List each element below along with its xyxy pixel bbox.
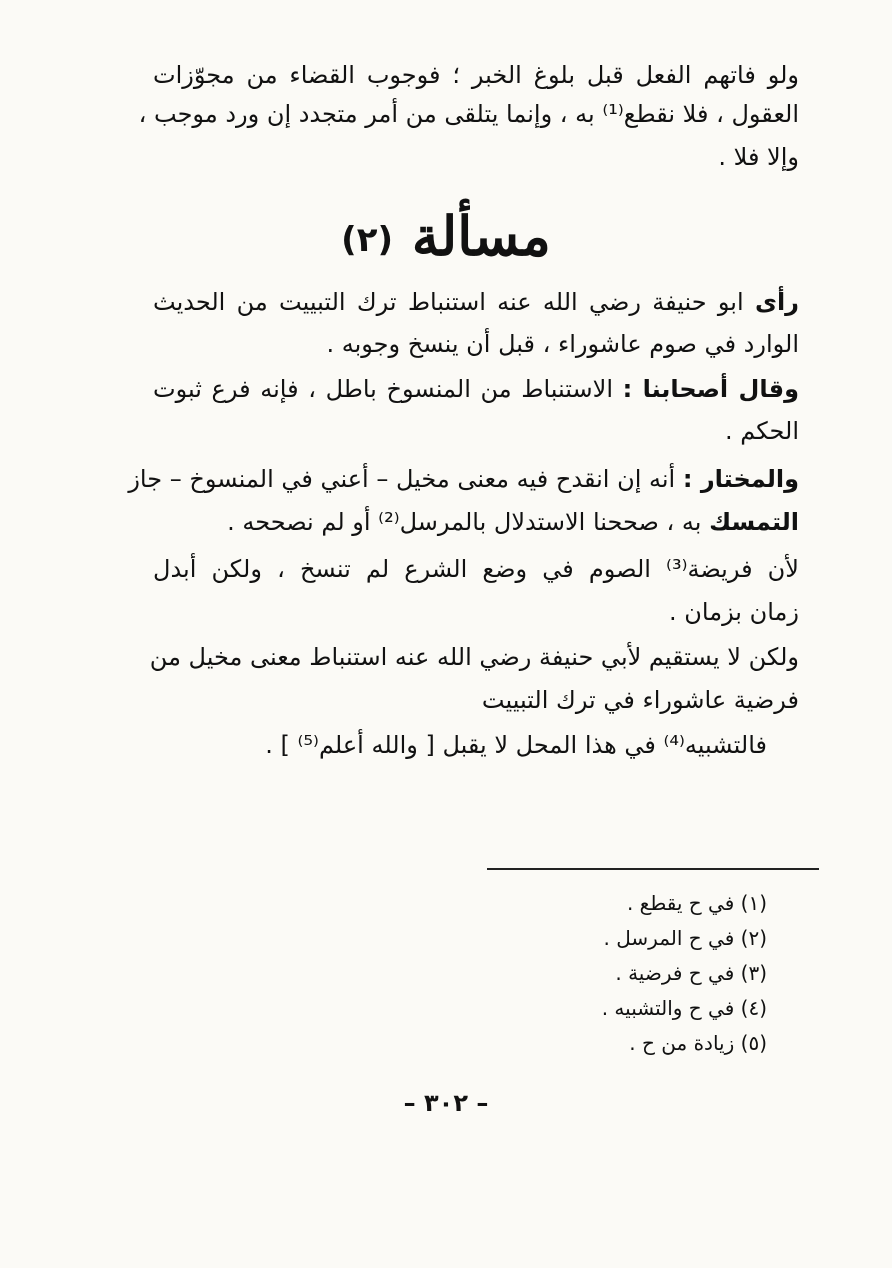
p2-line-2: الحكم . bbox=[725, 417, 799, 445]
p3-line-2 bbox=[227, 505, 799, 539]
heading-word: مسألة bbox=[411, 204, 551, 268]
p2-lead: وقال أصحابنا : bbox=[622, 375, 799, 403]
p5-line-2: فرضية عاشوراء في ترك التبييت bbox=[481, 686, 799, 714]
p2-line-1 bbox=[153, 372, 799, 406]
p4-line-2: زمان بزمان . bbox=[669, 598, 799, 626]
p4-line-1: لأن فريضة⁽³⁾ الصوم في وضع الشرع لم تنسخ ، ولكن أبدل bbox=[153, 555, 799, 583]
intro-line-3: وإلا فلا . bbox=[718, 143, 799, 171]
p6-line-1: فالتشبيه⁽⁴⁾ في هذا المحل لا يقبل [ والله أعلم⁽⁵⁾ ] . bbox=[265, 731, 767, 759]
p5-line-1: ولكن لا يستقيم لأبي حنيفة رضي الله عنه استنباط معنى مخيل من bbox=[149, 643, 799, 671]
footnote-separator bbox=[487, 868, 819, 870]
p1-line-1 bbox=[153, 285, 799, 319]
p3-line-2-lead: التمسك bbox=[709, 508, 799, 536]
p3-line-1 bbox=[128, 462, 799, 496]
footnote-2: (٢) في ح المرسل . bbox=[603, 926, 767, 950]
p3-line-2-text: به ، صححنا الاستدلال بالمرسل⁽²⁾ أو لم نصححه . bbox=[227, 508, 702, 536]
p2-line-1-text: الاستنباط من المنسوخ باطل ، فإنه فرع ثبوت bbox=[153, 375, 613, 403]
p1-line-2: الوارد في صوم عاشوراء ، قبل أن ينسخ وجوبه . bbox=[326, 330, 799, 358]
heading-number: (٢) bbox=[341, 220, 394, 260]
intro-line-2: العقول ، فلا نقطع⁽¹⁾ به ، وإنما يتلقى من أمر متجدد إن ورد موجب ، bbox=[138, 100, 799, 128]
p3-line-1-text: أنه إن انقدح فيه معنى مخيل – أعني في المنسوخ – جاز bbox=[128, 465, 676, 493]
p1-line-1-text: ابو حنيفة رضي الله عنه استنباط ترك التبييت من الحديث bbox=[153, 288, 744, 316]
page-number: – ٣٠٢ – bbox=[403, 1089, 489, 1117]
p1-lead: رأى bbox=[754, 288, 799, 316]
p3-lead: والمختار : bbox=[682, 465, 799, 493]
footnote-4: (٤) في ح والتشبيه . bbox=[601, 996, 767, 1020]
footnote-5: (٥) زيادة من ح . bbox=[629, 1031, 767, 1055]
footnote-1: (١) في ح يقطع . bbox=[626, 891, 767, 915]
footnote-3: (٣) في ح فرضية . bbox=[615, 961, 767, 985]
section-heading bbox=[0, 196, 892, 280]
intro-line-1: ولو فاتهم الفعل قبل بلوغ الخبر ؛ فوجوب القضاء من مجوّزات bbox=[153, 61, 799, 89]
